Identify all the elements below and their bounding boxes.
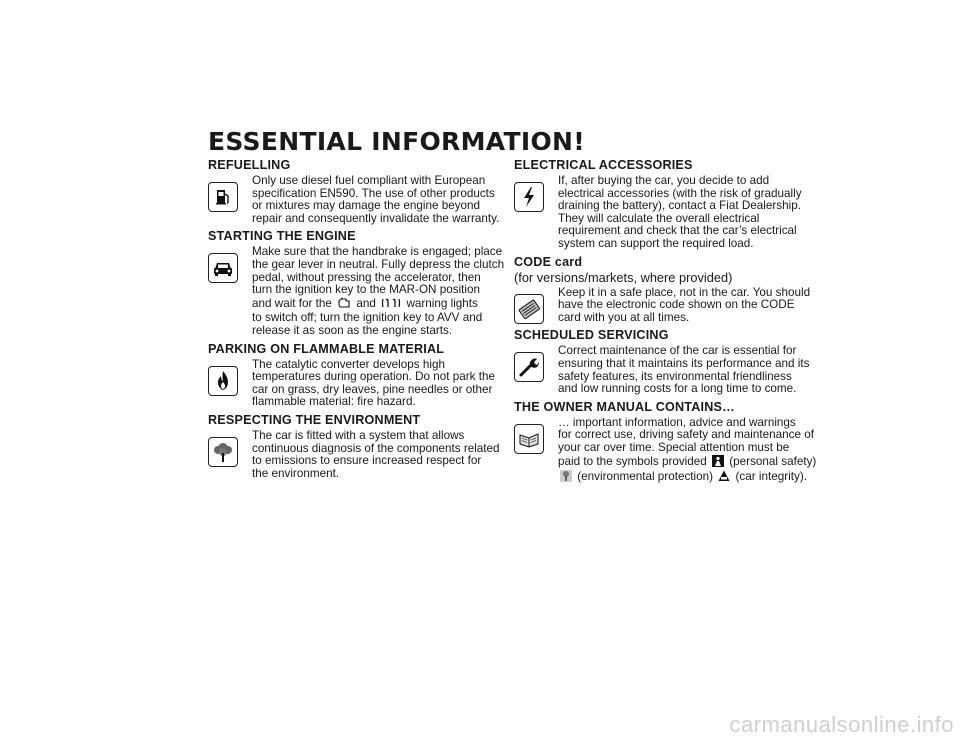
section-electrical-accessories [514,157,804,251]
section-text: If, after buying the car, you decide to add electrical accessories (with the risk of gradually draining the battery), contact a Fiat Dealership. They will calculate the overall electrical requirement and check that the car’s electrical system can support the required load. [558,174,802,250]
open-book-icon [514,424,544,454]
section-text: Keep it in a safe place, not in the car. You should have the electronic code shown on the CODE card with you at all times. [558,285,811,324]
section-parking-flammable [208,341,493,409]
section-title: ELECTRICAL ACCESSORIES [514,158,693,172]
section-title: SCHEDULED SERVICING [514,328,669,343]
glow-plug-icon [381,297,401,313]
section-title: STARTING THE ENGINE [208,229,356,244]
code-card-icon [514,294,544,324]
right-column [514,157,817,489]
section-title: RESPECTING THE ENVIRONMENT [208,412,421,427]
section-refuelling [208,157,500,225]
fuel-pump-icon [208,182,238,212]
car-icon [208,253,238,283]
section-starting-engine [208,228,505,337]
flame-icon [208,366,238,396]
section-text: … important information, advice and warnings for correct use, driving safety and maintenance of your car over time. Special attention must be paid to the symbols provided (personal safety) (environmental protection) (car integrity). [558,417,816,486]
section-text: Correct maintenance of the car is essential for ensuring that it maintains its performance and its safety features, its environmental friendliness and low running costs for a long time to come. [558,344,810,396]
environmental-protection-icon [560,470,572,486]
section-code-card [514,254,811,325]
personal-safety-icon [712,455,724,471]
section-title: CODE card [514,254,583,269]
engine-warning-icon [337,297,351,313]
section-title: THE OWNER MANUAL CONTAINS… [514,399,735,414]
section-text: The catalytic converter develops high temperatures during operation. Do not park the car on grass, dry leaves, pine needles or other flammable material: fire hazard. [252,357,495,409]
section-text: Only use diesel fuel compliant with European specification EN590. The use of other products or mixtures may damage the engine beyond repair and consequently invalidate the warranty. [252,174,500,225]
page-title: ESSENTIAL INFORMATION! [208,127,585,156]
lightning-icon [514,182,544,212]
section-environment [208,412,500,480]
section-text: The car is fitted with a system that allows continuous diagnosis of the components related to emissions to ensure increased respect for the environment. [252,428,500,480]
section-title: REFUELLING [208,158,291,172]
car-integrity-icon [718,470,730,486]
watermark: carmanualsonline.info [729,712,954,737]
tree-icon [208,437,238,467]
section-subtitle: (for versions/markets, where provided) [514,269,733,285]
section-owner-manual [514,399,817,486]
section-scheduled-servicing [514,327,810,396]
wrench-icon [514,352,544,382]
section-text: Make sure that the handbrake is engaged; place the gear lever in neutral. Fully depress the clutch pedal, without pressing the accelerator, then turn the ignition key to the MAR-ON position and wait for the and warning lights to switch off; turn the ignition key to AVV and release it as soon as the engine starts. [252,245,505,337]
left-column [208,157,505,483]
section-title: PARKING ON FLAMMABLE MATERIAL [208,341,445,356]
